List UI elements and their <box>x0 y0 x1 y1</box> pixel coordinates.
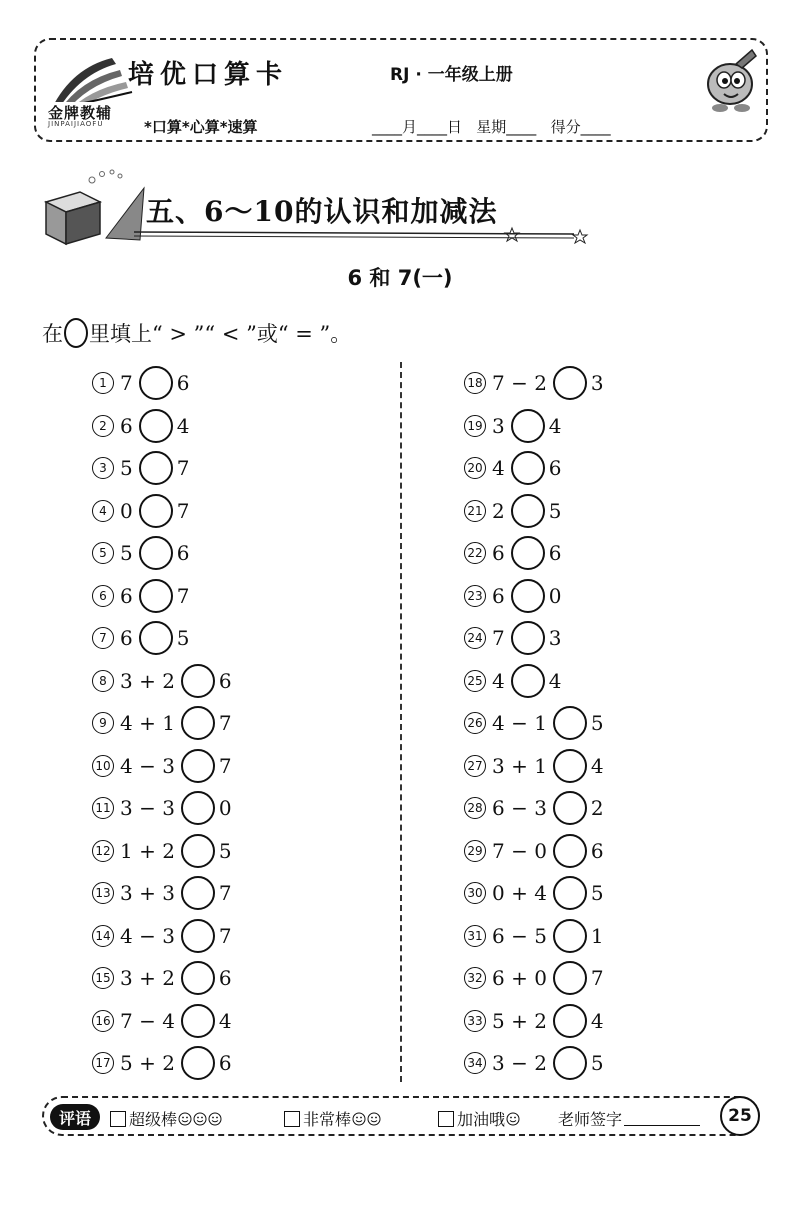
problem-item <box>464 702 604 745</box>
problem-column-left <box>92 362 232 1085</box>
answer-circle[interactable] <box>181 919 215 953</box>
comment-badge: 评语 <box>50 1104 100 1130</box>
answer-circle[interactable] <box>511 621 545 655</box>
problem-number: 16 <box>92 1010 114 1032</box>
problem-number: 25 <box>464 670 486 692</box>
problem-left-expression: 4 − 3 <box>120 923 175 948</box>
problem-right-value: 6 <box>218 1051 232 1076</box>
problem-number: 30 <box>464 882 486 904</box>
instruction-suffix: 里填上“ > ”“ < ”或“ = ”。 <box>89 322 352 346</box>
answer-circle[interactable] <box>553 366 587 400</box>
problem-number: 8 <box>92 670 114 692</box>
teacher-signature[interactable] <box>558 1107 700 1130</box>
answer-circle[interactable] <box>511 579 545 613</box>
problem-left-expression: 7 − 4 <box>120 1008 175 1033</box>
problem-number: 34 <box>464 1052 486 1074</box>
problem-number: 22 <box>464 542 486 564</box>
problem-item <box>464 575 604 618</box>
instruction <box>42 318 351 348</box>
problem-right-value: 7 <box>176 498 190 523</box>
problem-item <box>464 1000 604 1043</box>
problem-left-expression: 0 + 4 <box>492 881 547 906</box>
problem-number: 28 <box>464 797 486 819</box>
problem-right-value: 4 <box>548 413 562 438</box>
problem-right-value: 6 <box>218 668 232 693</box>
evaluation-footer <box>42 1096 760 1136</box>
answer-circle[interactable] <box>181 1004 215 1038</box>
problem-item <box>92 532 232 575</box>
problem-left-expression: 3 + 2 <box>120 966 175 991</box>
option-super[interactable] <box>110 1107 222 1130</box>
problem-item <box>92 745 232 788</box>
title-underline-stars <box>134 224 594 244</box>
problem-left-expression: 7 − 0 <box>492 838 547 863</box>
problem-number: 11 <box>92 797 114 819</box>
problem-number: 21 <box>464 500 486 522</box>
smiley-icon <box>352 1112 366 1126</box>
problem-left-expression: 4 + 1 <box>120 711 175 736</box>
circle-icon <box>64 318 88 348</box>
answer-circle[interactable] <box>139 409 173 443</box>
answer-circle[interactable] <box>511 536 545 570</box>
problem-item <box>464 872 604 915</box>
problem-number: 27 <box>464 755 486 777</box>
answer-circle[interactable] <box>553 1004 587 1038</box>
card-title: 培优口算卡 <box>128 60 289 90</box>
problem-number: 6 <box>92 585 114 607</box>
problem-right-value: 5 <box>176 626 190 651</box>
problem-number: 18 <box>464 372 486 394</box>
problem-left-expression: 5 + 2 <box>120 1051 175 1076</box>
answer-circle[interactable] <box>181 1046 215 1080</box>
header-card <box>34 38 768 142</box>
instruction-prefix: 在 <box>42 322 63 346</box>
answer-circle[interactable] <box>553 961 587 995</box>
answer-circle[interactable] <box>181 876 215 910</box>
problem-right-value: 3 <box>548 626 562 651</box>
option-keep-trying[interactable] <box>438 1107 520 1130</box>
problem-right-value: 6 <box>176 371 190 396</box>
smiley-icon <box>506 1112 520 1126</box>
problem-left-expression: 6 − 5 <box>492 923 547 948</box>
brand-name: 金牌教辅 <box>48 104 113 122</box>
problem-item <box>92 787 232 830</box>
answer-circle[interactable] <box>553 919 587 953</box>
option-label: 非常棒 <box>303 1110 352 1129</box>
lesson-subtitle: 6 和 7(一) <box>347 266 453 290</box>
problem-right-value: 4 <box>218 1008 232 1033</box>
problem-item <box>464 490 604 533</box>
problem-number: 5 <box>92 542 114 564</box>
answer-circle[interactable] <box>553 1046 587 1080</box>
problem-left-expression: 5 <box>120 541 133 566</box>
problem-left-expression: 6 <box>492 541 505 566</box>
checkbox[interactable] <box>110 1111 126 1127</box>
problem-number: 19 <box>464 415 486 437</box>
problem-right-value: 3 <box>590 371 604 396</box>
problem-right-value: 7 <box>176 583 190 608</box>
teacher-sign-label: 老师签字 <box>558 1110 623 1129</box>
problem-left-expression: 3 − 2 <box>492 1051 547 1076</box>
problem-left-expression: 4 <box>492 668 505 693</box>
problem-item <box>92 957 232 1000</box>
problem-item <box>464 915 604 958</box>
problem-right-value: 7 <box>590 966 604 991</box>
answer-circle[interactable] <box>553 791 587 825</box>
answer-circle[interactable] <box>511 494 545 528</box>
smiley-icon <box>193 1112 207 1126</box>
problem-right-value: 5 <box>590 881 604 906</box>
brand-pinyin: JINPAIJIAOFU <box>48 120 104 128</box>
problem-left-expression: 3 − 3 <box>120 796 175 821</box>
problem-item <box>92 872 232 915</box>
problem-item <box>464 1042 604 1085</box>
problem-item <box>92 617 232 660</box>
answer-circle[interactable] <box>181 664 215 698</box>
problem-right-value: 6 <box>176 541 190 566</box>
problem-left-expression: 6 <box>120 626 133 651</box>
answer-circle[interactable] <box>181 749 215 783</box>
problem-right-value: 7 <box>218 711 232 736</box>
smiley-icon <box>367 1112 381 1126</box>
problem-number: 3 <box>92 457 114 479</box>
problem-item <box>464 660 604 703</box>
answer-circle[interactable] <box>181 791 215 825</box>
problem-number: 33 <box>464 1010 486 1032</box>
problem-item <box>92 490 232 533</box>
problem-left-expression: 7 <box>492 626 505 651</box>
problem-item <box>92 915 232 958</box>
problem-left-expression: 3 + 3 <box>120 881 175 906</box>
section-title: 五、6～10的认识和加减法 <box>146 195 498 228</box>
problem-right-value: 0 <box>548 583 562 608</box>
answer-circle[interactable] <box>139 579 173 613</box>
problem-item <box>464 830 604 873</box>
problem-right-value: 4 <box>176 413 190 438</box>
problem-item <box>92 1042 232 1085</box>
problem-left-expression: 1 + 2 <box>120 838 175 863</box>
option-label: 加油哦 <box>457 1110 506 1129</box>
answer-circle[interactable] <box>181 834 215 868</box>
problem-left-expression: 3 + 2 <box>120 668 175 693</box>
answer-circle[interactable] <box>139 366 173 400</box>
problem-number: 2 <box>92 415 114 437</box>
problem-right-value: 5 <box>218 838 232 863</box>
option-label: 超级棒 <box>129 1110 178 1129</box>
problem-item <box>464 787 604 830</box>
problem-number: 17 <box>92 1052 114 1074</box>
checkbox[interactable] <box>284 1111 300 1127</box>
problem-left-expression: 6 <box>492 583 505 608</box>
problem-item <box>92 405 232 448</box>
problem-item <box>464 405 604 448</box>
problem-number: 4 <box>92 500 114 522</box>
answer-circle[interactable] <box>139 621 173 655</box>
problem-item <box>92 702 232 745</box>
answer-circle[interactable] <box>181 706 215 740</box>
problem-left-expression: 3 <box>492 413 505 438</box>
answer-circle[interactable] <box>511 451 545 485</box>
problem-number: 10 <box>92 755 114 777</box>
problem-item <box>464 957 604 1000</box>
edition-label: RJ · 一年级上册 <box>390 65 513 85</box>
problem-right-value: 2 <box>590 796 604 821</box>
answer-circle[interactable] <box>511 409 545 443</box>
problem-item <box>92 660 232 703</box>
problem-number: 31 <box>464 925 486 947</box>
problem-number: 26 <box>464 712 486 734</box>
problem-left-expression: 7 <box>120 371 133 396</box>
problem-item <box>92 447 232 490</box>
problem-right-value: 4 <box>590 1008 604 1033</box>
problem-number: 1 <box>92 372 114 394</box>
problem-left-expression: 6 <box>120 413 133 438</box>
problem-right-value: 7 <box>218 923 232 948</box>
option-great[interactable] <box>284 1107 381 1130</box>
column-divider <box>400 362 402 1082</box>
problem-right-value: 0 <box>218 796 232 821</box>
answer-circle[interactable] <box>553 834 587 868</box>
answer-circle[interactable] <box>553 876 587 910</box>
answer-circle[interactable] <box>553 749 587 783</box>
problem-item <box>464 745 604 788</box>
smiley-icon <box>208 1112 222 1126</box>
problem-left-expression: 6 <box>120 583 133 608</box>
problem-number: 13 <box>92 882 114 904</box>
problem-left-expression: 4 <box>492 456 505 481</box>
problem-item <box>92 362 232 405</box>
problem-right-value: 4 <box>548 668 562 693</box>
signature-line[interactable] <box>624 1111 700 1126</box>
answer-circle[interactable] <box>511 664 545 698</box>
problem-item <box>464 362 604 405</box>
problem-number: 14 <box>92 925 114 947</box>
problem-right-value: 5 <box>590 711 604 736</box>
smiley-icon <box>178 1112 192 1126</box>
problem-left-expression: 7 − 2 <box>492 371 547 396</box>
answer-circle[interactable] <box>553 706 587 740</box>
problem-left-expression: 6 − 3 <box>492 796 547 821</box>
problem-left-expression: 5 + 2 <box>492 1008 547 1033</box>
page-number: 25 <box>720 1096 760 1136</box>
answer-circle[interactable] <box>181 961 215 995</box>
problem-right-value: 1 <box>590 923 604 948</box>
problem-item <box>464 447 604 490</box>
problem-right-value: 7 <box>218 753 232 778</box>
problem-right-value: 6 <box>548 541 562 566</box>
problem-right-value: 6 <box>218 966 232 991</box>
problem-right-value: 6 <box>590 838 604 863</box>
problem-left-expression: 5 <box>120 456 133 481</box>
problem-item <box>92 575 232 618</box>
problem-item <box>92 830 232 873</box>
problem-item <box>464 532 604 575</box>
problem-right-value: 4 <box>590 753 604 778</box>
problem-number: 29 <box>464 840 486 862</box>
problem-left-expression: 2 <box>492 498 505 523</box>
mascot-icon <box>696 44 768 116</box>
problem-number: 32 <box>464 967 486 989</box>
answer-circle[interactable] <box>139 536 173 570</box>
problem-left-expression: 3 + 1 <box>492 753 547 778</box>
problem-number: 9 <box>92 712 114 734</box>
problem-left-expression: 4 − 1 <box>492 711 547 736</box>
answer-circle[interactable] <box>139 451 173 485</box>
date-score-line: ____月____日 星期____ 得分____ <box>372 118 611 136</box>
problem-right-value: 5 <box>590 1051 604 1076</box>
problem-number: 12 <box>92 840 114 862</box>
problem-right-value: 7 <box>176 456 190 481</box>
problem-left-expression: 6 + 0 <box>492 966 547 991</box>
problem-item <box>92 1000 232 1043</box>
problem-number: 7 <box>92 627 114 649</box>
problem-number: 20 <box>464 457 486 479</box>
problem-column-right <box>464 362 604 1085</box>
answer-circle[interactable] <box>139 494 173 528</box>
checkbox[interactable] <box>438 1111 454 1127</box>
problem-right-value: 5 <box>548 498 562 523</box>
problem-number: 23 <box>464 585 486 607</box>
problem-left-expression: 0 <box>120 498 133 523</box>
problem-item <box>464 617 604 660</box>
problem-number: 24 <box>464 627 486 649</box>
problem-right-value: 6 <box>548 456 562 481</box>
problem-right-value: 7 <box>218 881 232 906</box>
problem-number: 15 <box>92 967 114 989</box>
problem-left-expression: 4 − 3 <box>120 753 175 778</box>
tagline: *口算*心算*速算 <box>144 118 258 136</box>
